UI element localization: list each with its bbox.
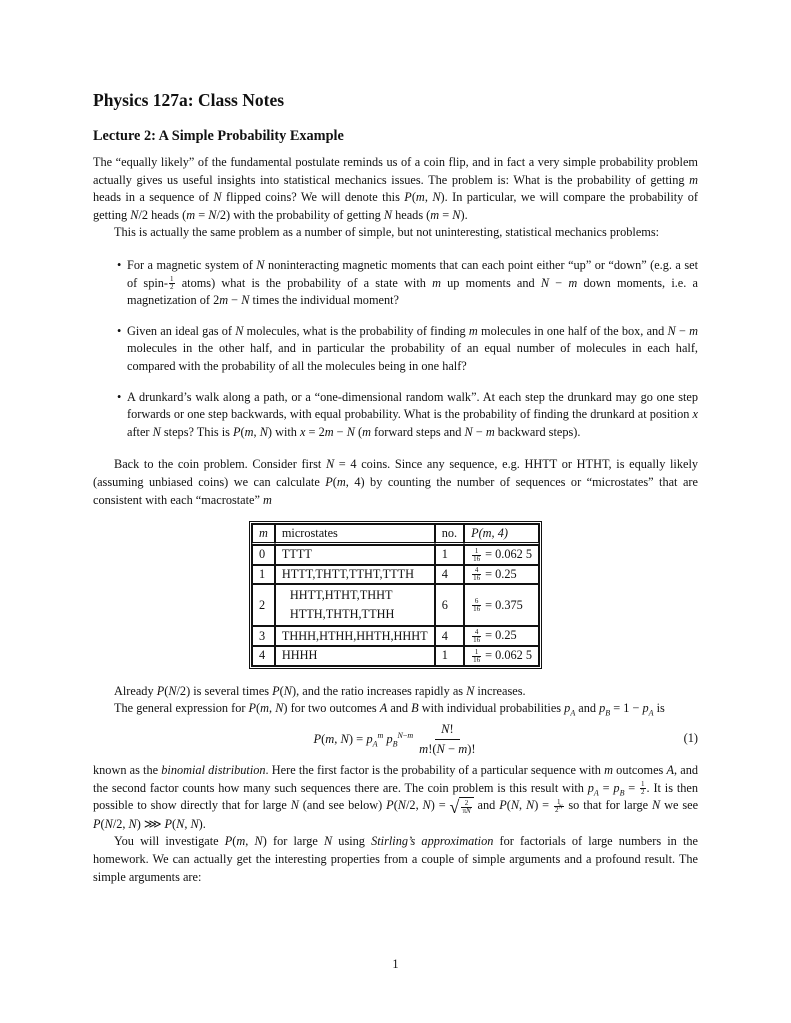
cell-m: 3 xyxy=(252,626,275,646)
header-probability: P(m, 4) xyxy=(464,524,539,545)
general-expression-paragraph: The general expression for P(m, N) for two outcomes A and B with individual probabilities $p_A$ and $p_B = 1 - p_A$ is xyxy=(114,701,665,718)
cell-m: 2 xyxy=(252,584,275,626)
intro-paragraph: The “equally likely” of the fundamental postulate reminds us of a coin flip, and in fact a very simple probability problem actually gives us useful insights into statistical mechanics issues. The problem is: What is the probability of getting m heads in a sequence of N flipped coins? We will denote this P(m, N). In particular, we will compare the probability of getting N/2 heads (m = N/2) with the probability of getting N heads (m = N). xyxy=(93,155,698,222)
lecture-notes xyxy=(93,88,698,886)
header-count: no. xyxy=(435,524,464,545)
table-row xyxy=(252,646,539,666)
cell-m: 1 xyxy=(252,565,275,585)
intro-paragraph-2: This is actually the same problem as a number of simple, but not uninteresting, statistical mechanics problems: xyxy=(114,225,660,240)
cell-count: 4 xyxy=(435,565,464,585)
table-row xyxy=(252,565,539,585)
binomial-coefficient: N! m!(N − m)! xyxy=(419,721,476,757)
cell-microstates: TTTT xyxy=(275,545,435,565)
stirling-paragraph: You will investigate P(m, N) for large N using Stirling’s approximation for factorials of large numbers in the homework. We can actually get the interesting properties from a couple of simple arguments and a profound result. The simple arguments are: xyxy=(93,834,698,884)
cell-probability: $\frac{4}{16}$ = 0.25 xyxy=(464,565,539,585)
microstates-table xyxy=(249,521,542,669)
page-number: 1 xyxy=(392,957,399,971)
table-row xyxy=(252,545,539,565)
binomial-paragraph: known as the binomial distribution. Here the first factor is the probability of a particular sequence with m outcomes A, and the second factor counts how many such sequences there are. The coin problem is this result with $p_A = p_B$ = $\frac{1}{2}$ . It is then possible to show directly that for large N (and see below) P(N/2, N) = √ $\frac{2}{\pi N}$ and P(N, N) = $\frac{1}{2^N}$ so that for large N we see P(N/2, N) ⋙ P(N, N). xyxy=(93,762,699,831)
table-header-row xyxy=(252,524,539,545)
cell-microstates: HHTT,HTHT,THHT HTTH,THTH,TTHH xyxy=(275,584,435,626)
list-item-gas: • Given an ideal gas of N molecules, what is the probability of finding m molecules in one half of the box, and N − m molecules in the other half, and in particular the probability of an equal number of molecules in each half, compared with the probability of all the molecules being in one half? xyxy=(119,323,698,376)
cell-probability: $\frac{1}{16}$ = 0.062 5 xyxy=(464,646,539,666)
cell-probability: $\frac{4}{16}$ = 0.25 xyxy=(464,626,539,646)
equation-number: (1) xyxy=(683,730,698,745)
coin-paragraph: Back to the coin problem. Consider first N = 4 coins. Since any sequence, e.g. HHTT or HTHT, is equally likely (assuming unbiased coins) we can calculate P(m, 4) by counting the number of sequences or “microstates” that are consistent with each “macrostate” m xyxy=(93,457,699,507)
cell-m: 4 xyxy=(252,646,275,666)
cell-probability: $\frac{6}{16}$ = 0.375 xyxy=(464,584,539,626)
equation-body: P(m, $N) = p_A^m$ $p_B^{N-m}$ N! m!(N − m)! xyxy=(313,721,477,759)
cell-microstates: HTTT,THTT,TTHT,TTTH xyxy=(275,565,435,585)
table-row xyxy=(252,584,539,626)
cell-m: 0 xyxy=(252,545,275,565)
lecture-heading: Lecture 2: A Simple Probability Example xyxy=(93,128,344,144)
header-m: m xyxy=(252,524,275,545)
cell-count: 1 xyxy=(435,646,464,666)
cell-microstates: THHH,HTHH,HHTH,HHHT xyxy=(275,626,435,646)
fraction-one-half: $\frac{1}{2}$ xyxy=(170,275,174,292)
list-item-magnetic: • For a magnetic system of N noninteracting magnetic moments that can each point either “up” or “down” (e.g. a set of spin- $\frac{1}{2}$ atoms) what is the probability of a state with m up moments and N − m down moments, i.e. a magnetization of 2m − N times the individual moment? xyxy=(119,257,698,310)
table-row xyxy=(252,626,539,646)
cell-count: 6 xyxy=(435,584,464,626)
table-wrapper xyxy=(93,521,698,669)
cell-count: 1 xyxy=(435,545,464,565)
cell-count: 4 xyxy=(435,626,464,646)
ratio-paragraph: Already P(N/2) is several times P(N), and the ratio increases rapidly as N increases. xyxy=(114,683,526,698)
binomial-equation xyxy=(93,718,698,762)
cell-probability: $\frac{1}{16}$ = 0.062 5 xyxy=(464,545,539,565)
page-title: Physics 127a: Class Notes xyxy=(93,90,285,110)
list-item-random-walk: • A drunkard’s walk along a path, or a “one-dimensional random walk”. At each step the drunkard may go one step forwards or one step backwards, with equal probability. What is the probability of finding the drunkard at position x after N steps? This is P(m, N) with x = 2m − N (m forward steps and N − m backward steps). xyxy=(119,389,698,442)
square-root: √ $\frac{2}{\pi N}$ xyxy=(450,797,474,816)
header-microstates: microstates xyxy=(275,524,435,545)
example-list xyxy=(93,257,698,441)
cell-microstates: HHHH xyxy=(275,646,435,666)
